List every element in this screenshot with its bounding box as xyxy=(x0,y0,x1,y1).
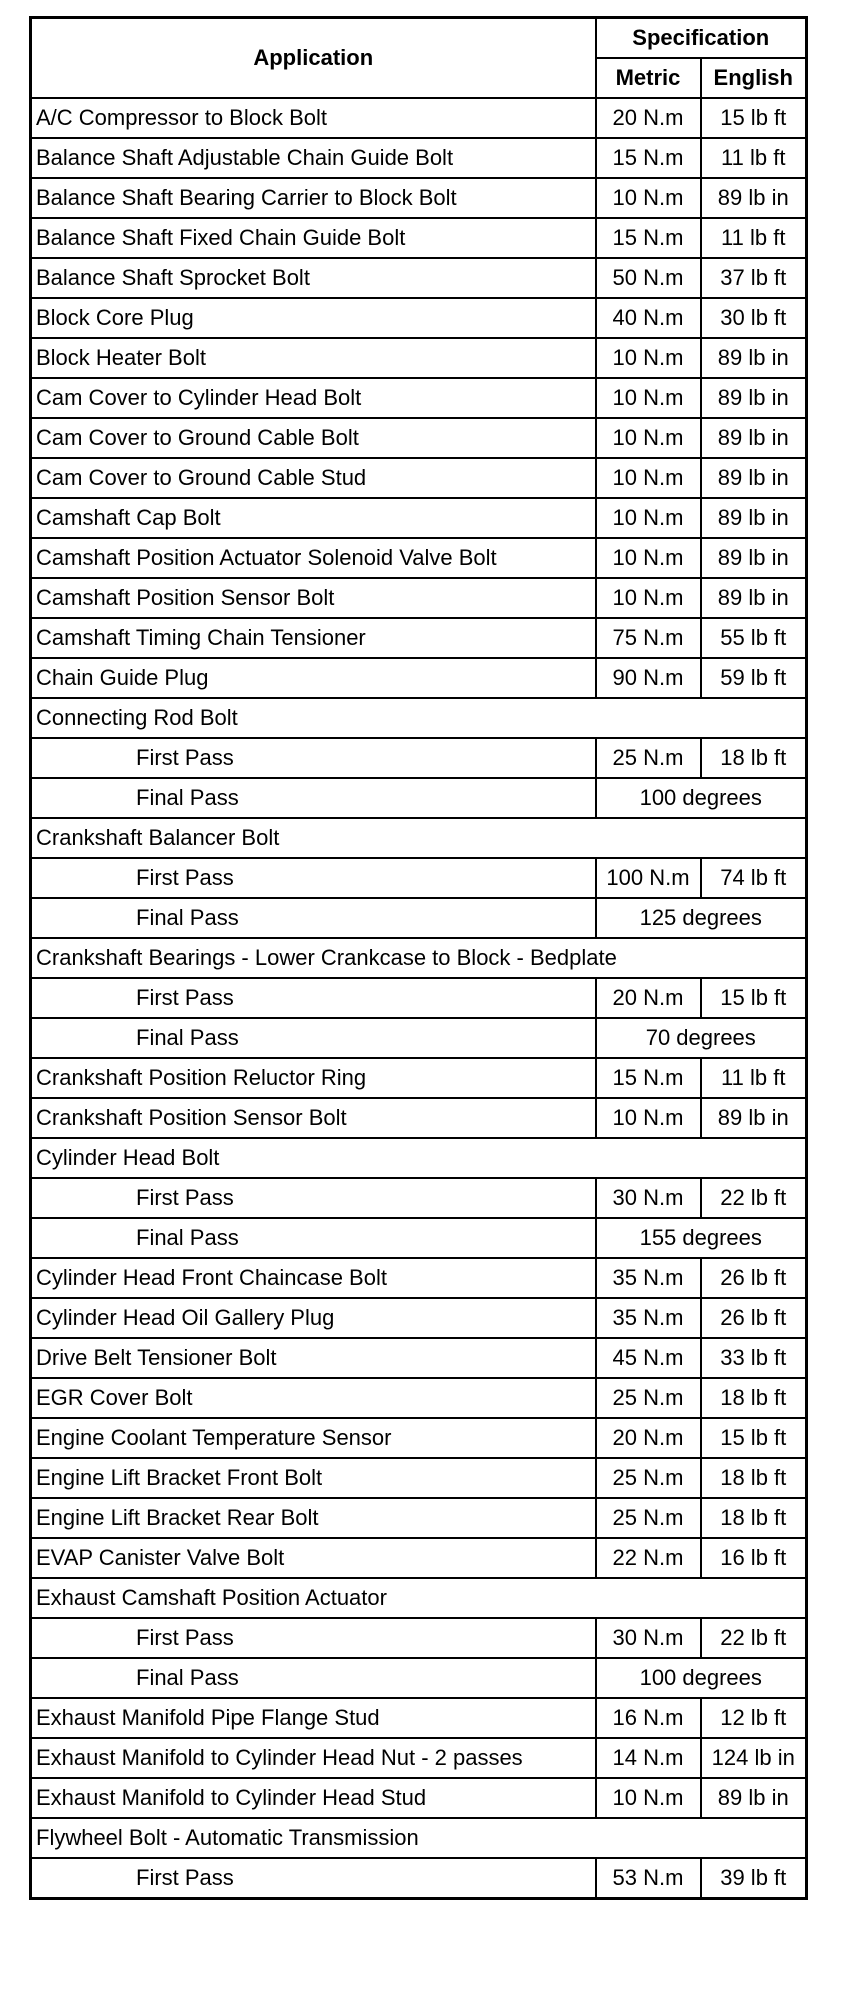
table-row xyxy=(31,1338,807,1378)
table-row xyxy=(31,978,807,1018)
application-cell: Engine Lift Bracket Front Bolt xyxy=(31,1458,596,1498)
application-cell: Final Pass xyxy=(31,898,596,938)
english-header: English xyxy=(701,58,807,98)
table-row xyxy=(31,1738,807,1778)
table-row xyxy=(31,1418,807,1458)
metric-cell: 15 N.m xyxy=(596,1058,701,1098)
metric-cell: 10 N.m xyxy=(596,1098,701,1138)
application-cell: Engine Lift Bracket Rear Bolt xyxy=(31,1498,596,1538)
metric-cell: 15 N.m xyxy=(596,138,701,178)
table-row xyxy=(31,1378,807,1418)
metric-cell: 10 N.m xyxy=(596,578,701,618)
english-cell: 26 lb ft xyxy=(701,1258,807,1298)
table-row xyxy=(31,1498,807,1538)
metric-cell: 25 N.m xyxy=(596,1378,701,1418)
table-row xyxy=(31,1538,807,1578)
table-row xyxy=(31,1458,807,1498)
table-row xyxy=(31,378,807,418)
table-row xyxy=(31,138,807,178)
table-row xyxy=(31,658,807,698)
table-row xyxy=(31,498,807,538)
table-row xyxy=(31,1178,807,1218)
english-cell: 15 lb ft xyxy=(701,978,807,1018)
metric-cell: 10 N.m xyxy=(596,458,701,498)
application-cell: Final Pass xyxy=(31,778,596,818)
table-row xyxy=(31,1858,807,1899)
metric-cell: 20 N.m xyxy=(596,1418,701,1458)
english-cell: 89 lb in xyxy=(701,338,807,378)
application-cell: Cylinder Head Bolt xyxy=(31,1138,807,1178)
table-body xyxy=(31,98,807,1899)
metric-cell: 15 N.m xyxy=(596,218,701,258)
english-cell: 16 lb ft xyxy=(701,1538,807,1578)
metric-cell: 75 N.m xyxy=(596,618,701,658)
english-cell: 18 lb ft xyxy=(701,1378,807,1418)
english-cell: 37 lb ft xyxy=(701,258,807,298)
application-cell: Final Pass xyxy=(31,1218,596,1258)
application-cell: First Pass xyxy=(31,1178,596,1218)
metric-cell: 53 N.m xyxy=(596,1858,701,1899)
table-row xyxy=(31,1018,807,1058)
table-row xyxy=(31,898,807,938)
metric-cell: 50 N.m xyxy=(596,258,701,298)
metric-cell: 100 N.m xyxy=(596,858,701,898)
metric-cell: 10 N.m xyxy=(596,338,701,378)
application-cell: Crankshaft Position Sensor Bolt xyxy=(31,1098,596,1138)
application-cell: Block Heater Bolt xyxy=(31,338,596,378)
table-row xyxy=(31,218,807,258)
metric-cell: 35 N.m xyxy=(596,1258,701,1298)
spec-value-cell: 125 degrees xyxy=(596,898,807,938)
application-cell: Camshaft Timing Chain Tensioner xyxy=(31,618,596,658)
table-row xyxy=(31,1098,807,1138)
application-cell: First Pass xyxy=(31,738,596,778)
table-row xyxy=(31,98,807,138)
metric-header: Metric xyxy=(596,58,701,98)
metric-cell: 10 N.m xyxy=(596,538,701,578)
application-cell: Block Core Plug xyxy=(31,298,596,338)
table-row xyxy=(31,1618,807,1658)
english-cell: 74 lb ft xyxy=(701,858,807,898)
application-cell: Balance Shaft Fixed Chain Guide Bolt xyxy=(31,218,596,258)
english-cell: 15 lb ft xyxy=(701,1418,807,1458)
table-row xyxy=(31,418,807,458)
english-cell: 89 lb in xyxy=(701,1098,807,1138)
table-row xyxy=(31,738,807,778)
english-cell: 11 lb ft xyxy=(701,1058,807,1098)
application-cell: Chain Guide Plug xyxy=(31,658,596,698)
application-cell: Balance Shaft Sprocket Bolt xyxy=(31,258,596,298)
metric-cell: 20 N.m xyxy=(596,978,701,1018)
table-row xyxy=(31,778,807,818)
spec-value-cell: 100 degrees xyxy=(596,778,807,818)
application-cell: Drive Belt Tensioner Bolt xyxy=(31,1338,596,1378)
application-cell: Camshaft Position Actuator Solenoid Valve Bolt xyxy=(31,538,596,578)
english-cell: 18 lb ft xyxy=(701,738,807,778)
english-cell: 11 lb ft xyxy=(701,138,807,178)
application-cell: Crankshaft Bearings - Lower Crankcase to Block - Bedplate xyxy=(31,938,807,978)
metric-cell: 90 N.m xyxy=(596,658,701,698)
metric-cell: 35 N.m xyxy=(596,1298,701,1338)
application-cell: Exhaust Camshaft Position Actuator xyxy=(31,1578,807,1618)
table-row xyxy=(31,858,807,898)
application-cell: Final Pass xyxy=(31,1018,596,1058)
application-cell: Cylinder Head Oil Gallery Plug xyxy=(31,1298,596,1338)
application-cell: Crankshaft Balancer Bolt xyxy=(31,818,807,858)
table-row xyxy=(31,1578,807,1618)
english-cell: 12 lb ft xyxy=(701,1698,807,1738)
application-cell: Camshaft Cap Bolt xyxy=(31,498,596,538)
table-row xyxy=(31,938,807,978)
english-cell: 30 lb ft xyxy=(701,298,807,338)
english-cell: 124 lb in xyxy=(701,1738,807,1778)
metric-cell: 20 N.m xyxy=(596,98,701,138)
application-cell: Cam Cover to Cylinder Head Bolt xyxy=(31,378,596,418)
metric-cell: 10 N.m xyxy=(596,1778,701,1818)
application-cell: Camshaft Position Sensor Bolt xyxy=(31,578,596,618)
application-cell: First Pass xyxy=(31,1858,596,1899)
metric-cell: 10 N.m xyxy=(596,418,701,458)
english-cell: 18 lb ft xyxy=(701,1458,807,1498)
metric-cell: 30 N.m xyxy=(596,1618,701,1658)
table-row xyxy=(31,258,807,298)
application-cell: Balance Shaft Adjustable Chain Guide Bolt xyxy=(31,138,596,178)
table-row xyxy=(31,1698,807,1738)
application-cell: Exhaust Manifold to Cylinder Head Stud xyxy=(31,1778,596,1818)
application-cell: Exhaust Manifold Pipe Flange Stud xyxy=(31,1698,596,1738)
table-row xyxy=(31,1058,807,1098)
english-cell: 22 lb ft xyxy=(701,1178,807,1218)
application-cell: Balance Shaft Bearing Carrier to Block Bolt xyxy=(31,178,596,218)
spec-value-cell: 155 degrees xyxy=(596,1218,807,1258)
application-cell: A/C Compressor to Block Bolt xyxy=(31,98,596,138)
english-cell: 59 lb ft xyxy=(701,658,807,698)
english-cell: 89 lb in xyxy=(701,458,807,498)
english-cell: 89 lb in xyxy=(701,538,807,578)
metric-cell: 10 N.m xyxy=(596,378,701,418)
metric-cell: 16 N.m xyxy=(596,1698,701,1738)
specification-header: Specification xyxy=(596,18,807,59)
table-row xyxy=(31,538,807,578)
table-row xyxy=(31,578,807,618)
application-cell: Cam Cover to Ground Cable Bolt xyxy=(31,418,596,458)
metric-cell: 25 N.m xyxy=(596,1498,701,1538)
metric-cell: 40 N.m xyxy=(596,298,701,338)
english-cell: 89 lb in xyxy=(701,418,807,458)
application-cell: Flywheel Bolt - Automatic Transmission xyxy=(31,1818,807,1858)
english-cell: 33 lb ft xyxy=(701,1338,807,1378)
english-cell: 18 lb ft xyxy=(701,1498,807,1538)
application-cell: First Pass xyxy=(31,1618,596,1658)
table-row xyxy=(31,1658,807,1698)
header-row-top xyxy=(31,18,807,59)
application-cell: First Pass xyxy=(31,858,596,898)
table-row xyxy=(31,1218,807,1258)
application-cell: Cam Cover to Ground Cable Stud xyxy=(31,458,596,498)
application-cell: Engine Coolant Temperature Sensor xyxy=(31,1418,596,1458)
english-cell: 55 lb ft xyxy=(701,618,807,658)
metric-cell: 25 N.m xyxy=(596,738,701,778)
table-row xyxy=(31,1138,807,1178)
application-cell: First Pass xyxy=(31,978,596,1018)
torque-spec-table xyxy=(29,16,808,1900)
table-row xyxy=(31,618,807,658)
table-row xyxy=(31,1258,807,1298)
metric-cell: 10 N.m xyxy=(596,178,701,218)
spec-value-cell: 100 degrees xyxy=(596,1658,807,1698)
metric-cell: 25 N.m xyxy=(596,1458,701,1498)
metric-cell: 10 N.m xyxy=(596,498,701,538)
table-row xyxy=(31,1818,807,1858)
application-cell: EVAP Canister Valve Bolt xyxy=(31,1538,596,1578)
english-cell: 22 lb ft xyxy=(701,1618,807,1658)
english-cell: 89 lb in xyxy=(701,178,807,218)
application-cell: Final Pass xyxy=(31,1658,596,1698)
english-cell: 11 lb ft xyxy=(701,218,807,258)
table-row xyxy=(31,1298,807,1338)
table-row xyxy=(31,298,807,338)
application-header: Application xyxy=(31,18,596,99)
spec-value-cell: 70 degrees xyxy=(596,1018,807,1058)
metric-cell: 30 N.m xyxy=(596,1178,701,1218)
application-cell: EGR Cover Bolt xyxy=(31,1378,596,1418)
table-row xyxy=(31,178,807,218)
application-cell: Exhaust Manifold to Cylinder Head Nut - 2 passes xyxy=(31,1738,596,1778)
english-cell: 89 lb in xyxy=(701,378,807,418)
english-cell: 89 lb in xyxy=(701,1778,807,1818)
table-row xyxy=(31,1778,807,1818)
application-cell: Cylinder Head Front Chaincase Bolt xyxy=(31,1258,596,1298)
table-row xyxy=(31,698,807,738)
english-cell: 39 lb ft xyxy=(701,1858,807,1899)
english-cell: 15 lb ft xyxy=(701,98,807,138)
application-cell: Connecting Rod Bolt xyxy=(31,698,807,738)
table-row xyxy=(31,458,807,498)
metric-cell: 45 N.m xyxy=(596,1338,701,1378)
english-cell: 26 lb ft xyxy=(701,1298,807,1338)
metric-cell: 22 N.m xyxy=(596,1538,701,1578)
english-cell: 89 lb in xyxy=(701,498,807,538)
application-cell: Crankshaft Position Reluctor Ring xyxy=(31,1058,596,1098)
english-cell: 89 lb in xyxy=(701,578,807,618)
table-row xyxy=(31,338,807,378)
metric-cell: 14 N.m xyxy=(596,1738,701,1778)
table-row xyxy=(31,818,807,858)
